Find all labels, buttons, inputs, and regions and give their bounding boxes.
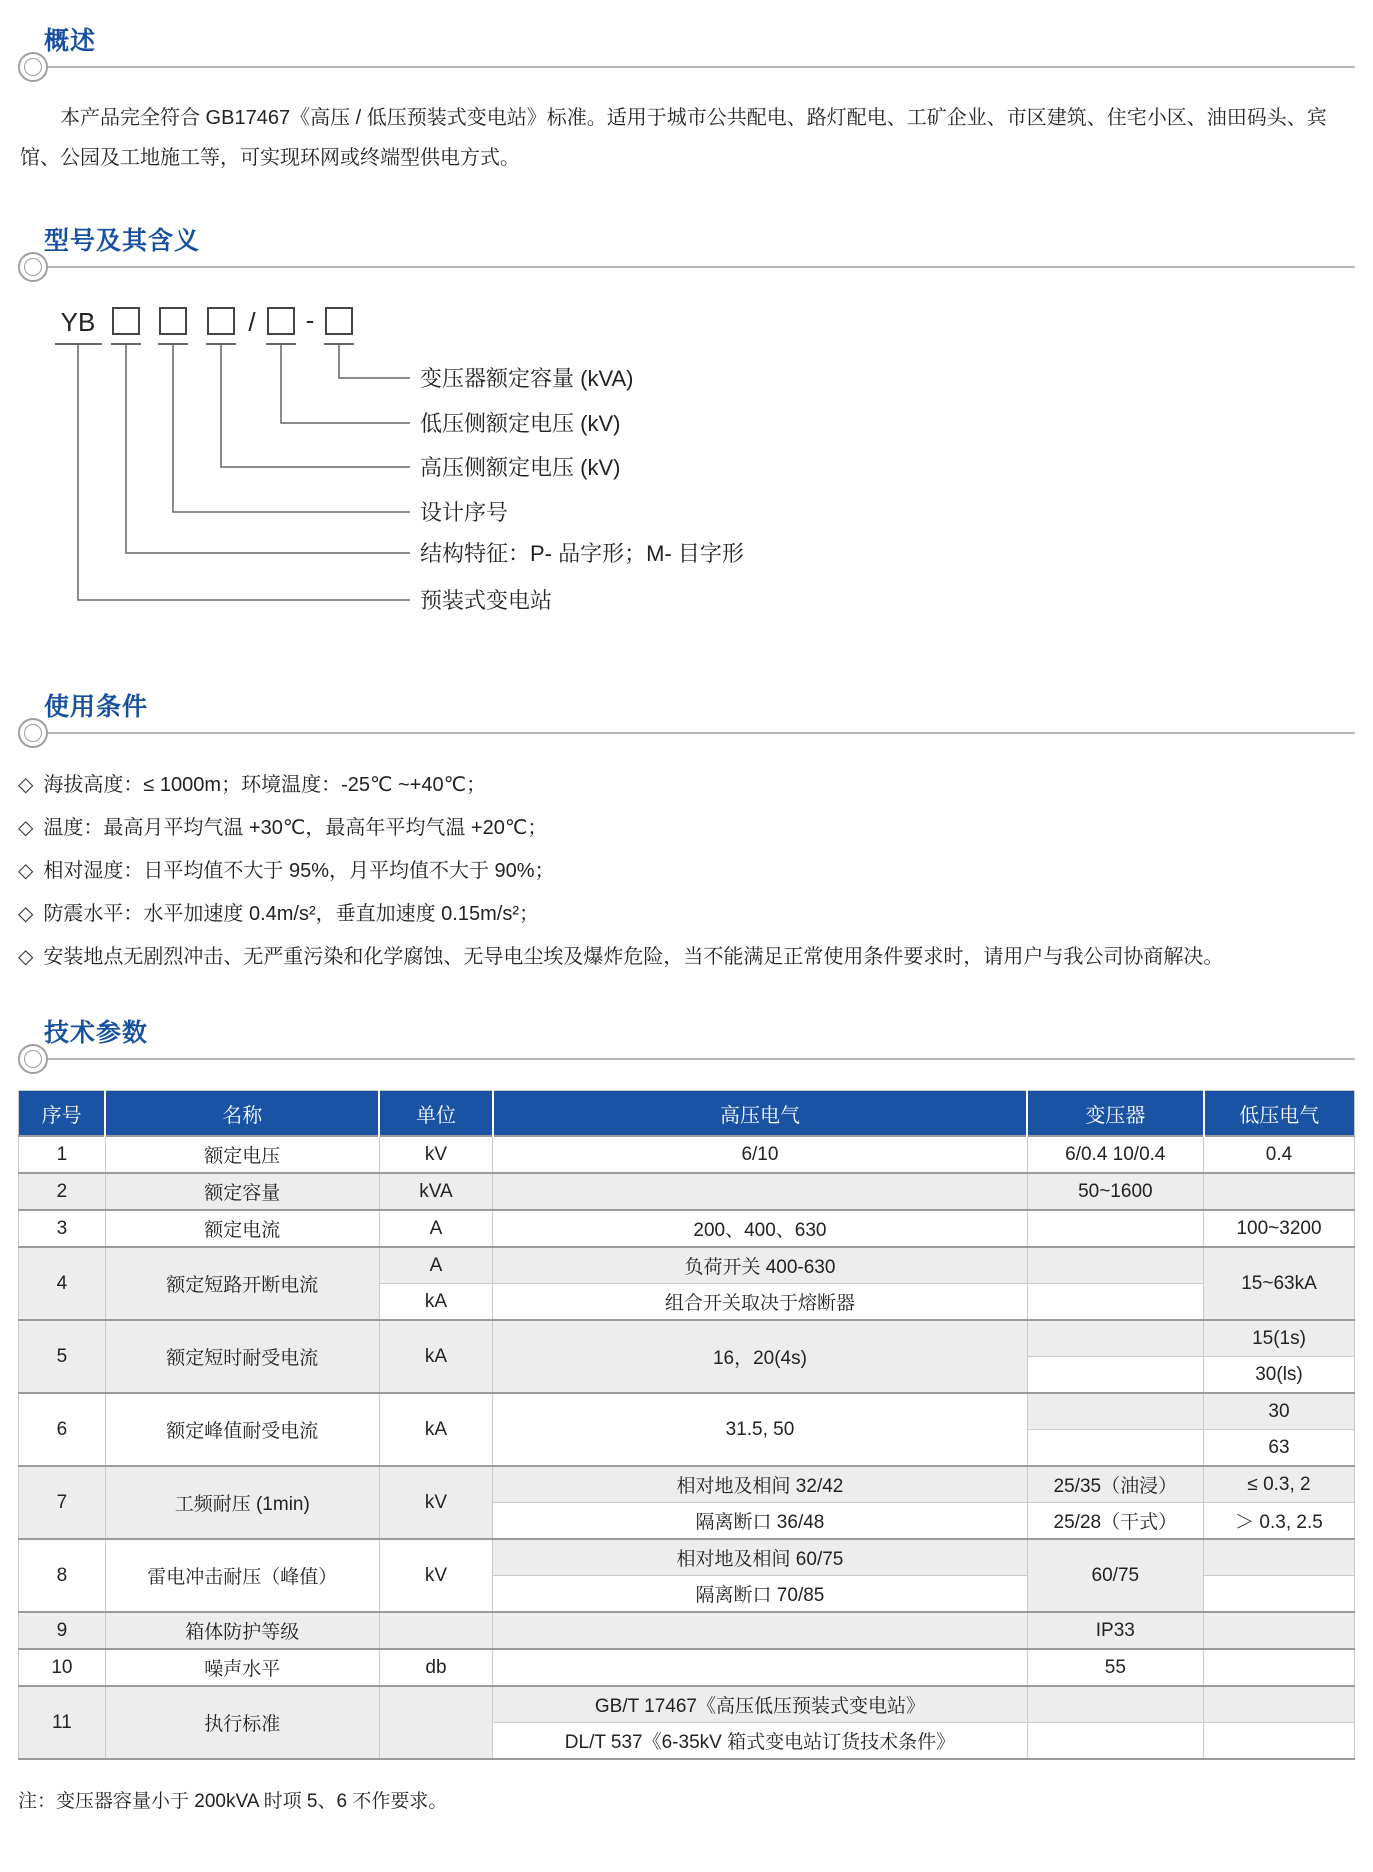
table-row [19, 1247, 1355, 1284]
model-label: 变压器额定容量 (kVA) [420, 366, 634, 391]
header-cell-name: 名称 [105, 1091, 379, 1137]
connector-line [221, 344, 410, 467]
diamond-bullet-icon: ◇ [18, 903, 34, 925]
table-header-row [19, 1091, 1355, 1137]
cell-hv: 16，20(4s) [493, 1320, 1027, 1393]
cell-hv [493, 1649, 1027, 1686]
model-slash-text: / [248, 307, 256, 337]
cell-hv: 组合开关取决于熔断器 [493, 1284, 1027, 1321]
cell-name: 雷电冲击耐压（峰值） [105, 1539, 379, 1612]
model-label: 预装式变电站 [420, 588, 553, 613]
section-parameters-head [18, 1018, 1355, 1076]
cell-name: 额定短路开断电流 [105, 1247, 379, 1320]
section-title-overview: 概述 [44, 27, 97, 55]
ring-ornament-icon [18, 718, 48, 748]
cell-lv: ≤ 0.3, 2 [1204, 1466, 1355, 1503]
model-label: 设计序号 [420, 500, 509, 525]
connector-line [126, 344, 410, 553]
cell-no: 11 [19, 1686, 106, 1759]
cell-hv: 31.5, 50 [493, 1393, 1027, 1466]
overview-paragraph: 本产品完全符合 GB17467《高压 / 低压预装式变电站》标准。适用于城市公共配电、路灯配电、工矿企业、市区建筑、住宅小区、油田码头、宾馆、公园及工地施工等，可实现环网或终端型供电方式。 [20, 107, 1327, 169]
header-cell-unit: 单位 [379, 1091, 493, 1137]
model-prefix-text: YB [60, 307, 96, 337]
model-labels [420, 366, 744, 613]
cell-tr: 25/35（油浸） [1027, 1466, 1203, 1503]
cell-lv [1204, 1649, 1355, 1686]
cell-unit: A [379, 1210, 493, 1247]
section-title-model: 型号及其含义 [44, 227, 201, 255]
cell-hv: GB/T 17467《高压低压预装式变电站》 [493, 1686, 1027, 1723]
cell-no: 4 [19, 1247, 106, 1320]
section-rule [18, 1042, 1355, 1076]
diamond-bullet-icon: ◇ [18, 860, 34, 882]
rule-line [48, 732, 1355, 734]
model-box [160, 308, 186, 334]
table-row [19, 1320, 1355, 1357]
diamond-bullet-icon: ◇ [18, 946, 34, 968]
condition-text: 海拔高度：≤ 1000m；环境温度：-25℃ ~+40℃； [43, 774, 487, 796]
diamond-bullet-icon: ◇ [18, 817, 34, 839]
section-model-head [18, 226, 1355, 284]
cell-unit: db [379, 1649, 493, 1686]
cell-lv [1204, 1723, 1355, 1760]
cell-hv: 隔离断口 70/85 [493, 1576, 1027, 1613]
condition-item [18, 899, 1355, 929]
cell-unit: A [379, 1247, 493, 1284]
cell-hv [493, 1612, 1027, 1649]
cell-hv [493, 1173, 1027, 1210]
cell-hv: DL/T 537《6-35kV 箱式变电站订货技术条件》 [493, 1723, 1027, 1760]
cell-lv: 30 [1204, 1393, 1355, 1430]
header-cell-tr: 变压器 [1027, 1091, 1203, 1137]
cell-tr [1027, 1393, 1203, 1430]
technical-parameters-table [18, 1090, 1355, 1760]
condition-item [18, 856, 1355, 886]
cell-tr [1027, 1723, 1203, 1760]
connector-line [173, 344, 410, 512]
cell-unit: kVA [379, 1173, 493, 1210]
cell-unit: kV [379, 1136, 493, 1173]
cell-lv: ＞ 0.3, 2.5 [1204, 1503, 1355, 1540]
cell-name: 执行标准 [105, 1686, 379, 1759]
connector-line [339, 344, 410, 378]
model-dash-text: - [305, 305, 315, 335]
model-box [208, 308, 234, 334]
cell-no: 10 [19, 1649, 106, 1686]
cell-hv: 相对地及相间 60/75 [493, 1539, 1027, 1576]
conditions-list [18, 770, 1355, 972]
cell-name: 箱体防护等级 [105, 1612, 379, 1649]
cell-tr [1027, 1320, 1203, 1357]
model-label: 低压侧额定电压 (kV) [420, 411, 621, 436]
section-rule [18, 50, 1355, 84]
cell-no: 2 [19, 1173, 106, 1210]
cell-tr [1027, 1357, 1203, 1394]
connector-line [281, 344, 410, 423]
cell-unit: kA [379, 1393, 493, 1466]
cell-lv: 15~63kA [1204, 1247, 1355, 1320]
table-row [19, 1210, 1355, 1247]
condition-text: 相对湿度：日平均值不大于 95%，月平均值不大于 90%； [43, 860, 555, 882]
cell-lv: 100~3200 [1204, 1210, 1355, 1247]
cell-lv [1204, 1612, 1355, 1649]
cell-no: 8 [19, 1539, 106, 1612]
condition-text: 安装地点无剧烈冲击、无严重污染和化学腐蚀、无导电尘埃及爆炸危险，当不能满足正常使用条件要求时，请用户与我公司协商解决。 [43, 946, 1224, 968]
cell-hv: 相对地及相间 32/42 [493, 1466, 1027, 1503]
table-row [19, 1173, 1355, 1210]
cell-name: 额定容量 [105, 1173, 379, 1210]
cell-tr [1027, 1284, 1203, 1321]
cell-lv [1204, 1686, 1355, 1723]
header-cell-hv: 高压电气 [493, 1091, 1027, 1137]
model-box [326, 308, 352, 334]
cell-lv: 30(ls) [1204, 1357, 1355, 1394]
cell-hv: 负荷开关 400-630 [493, 1247, 1027, 1284]
cell-name: 工频耐压 (1min) [105, 1466, 379, 1539]
cell-no: 7 [19, 1466, 106, 1539]
cell-lv: 0.4 [1204, 1136, 1355, 1173]
cell-tr: 60/75 [1027, 1539, 1203, 1612]
section-conditions-head [18, 692, 1355, 750]
cell-unit: kA [379, 1284, 493, 1321]
section-title-conditions: 使用条件 [44, 693, 149, 721]
cell-tr: 50~1600 [1027, 1173, 1203, 1210]
cell-no: 5 [19, 1320, 106, 1393]
model-box [268, 308, 294, 334]
cell-lv: 15(1s) [1204, 1320, 1355, 1357]
cell-tr: 6/0.4 10/0.4 [1027, 1136, 1203, 1173]
model-box [113, 308, 139, 334]
connector-lines [78, 344, 410, 600]
cell-unit: kV [379, 1466, 493, 1539]
cell-lv [1204, 1576, 1355, 1613]
cell-no: 9 [19, 1612, 106, 1649]
cell-unit [379, 1686, 493, 1759]
condition-item [18, 813, 1355, 843]
model-label: 高压侧额定电压 (kV) [420, 455, 621, 480]
cell-no: 6 [19, 1393, 106, 1466]
cell-tr: 55 [1027, 1649, 1203, 1686]
section-title-parameters: 技术参数 [44, 1019, 149, 1047]
table-row [19, 1393, 1355, 1430]
cell-hv: 200、400、630 [493, 1210, 1027, 1247]
cell-tr [1027, 1686, 1203, 1723]
condition-item [18, 770, 1355, 800]
cell-name: 额定电压 [105, 1136, 379, 1173]
header-cell-no: 序号 [19, 1091, 106, 1137]
ring-ornament-icon [18, 52, 48, 82]
rule-line [48, 66, 1355, 68]
model-boxes [113, 308, 352, 334]
table-row [19, 1466, 1355, 1503]
section-overview-head [18, 26, 1355, 84]
cell-lv [1204, 1173, 1355, 1210]
model-label: 结构特征：P- 品字形；M- 目字形 [420, 541, 744, 566]
cell-name: 额定电流 [105, 1210, 379, 1247]
condition-text: 温度：最高月平均气温 +30℃，最高年平均气温 +20℃； [43, 817, 548, 839]
table-row [19, 1612, 1355, 1649]
connector-line [78, 344, 410, 600]
cell-tr [1027, 1247, 1203, 1284]
condition-item [18, 942, 1355, 972]
table-note: 注：变压器容量小于 200kVA 时项 5、6 不作要求。 [18, 1791, 448, 1812]
cell-no: 3 [19, 1210, 106, 1247]
table-row [19, 1649, 1355, 1686]
model-designation-diagram [18, 300, 1355, 630]
table-row [19, 1539, 1355, 1576]
cell-unit: kA [379, 1320, 493, 1393]
cell-name: 额定峰值耐受电流 [105, 1393, 379, 1466]
cell-tr [1027, 1210, 1203, 1247]
section-rule [18, 250, 1355, 284]
cell-hv: 隔离断口 36/48 [493, 1503, 1027, 1540]
cell-lv [1204, 1539, 1355, 1576]
cell-no: 1 [19, 1136, 106, 1173]
ring-ornament-icon [18, 1044, 48, 1074]
cell-name: 噪声水平 [105, 1649, 379, 1686]
cell-tr: IP33 [1027, 1612, 1203, 1649]
table-row [19, 1686, 1355, 1723]
cell-tr: 25/28（干式） [1027, 1503, 1203, 1540]
rule-line [48, 266, 1355, 268]
section-rule [18, 716, 1355, 750]
cell-tr [1027, 1430, 1203, 1467]
cell-unit: kV [379, 1539, 493, 1612]
rule-line [48, 1058, 1355, 1060]
cell-unit [379, 1612, 493, 1649]
condition-text: 防震水平：水平加速度 0.4m/s²，垂直加速度 0.15m/s²； [43, 903, 539, 925]
cell-lv: 63 [1204, 1430, 1355, 1467]
cell-name: 额定短时耐受电流 [105, 1320, 379, 1393]
diamond-bullet-icon: ◇ [18, 774, 34, 796]
table-row [19, 1136, 1355, 1173]
cell-hv: 6/10 [493, 1136, 1027, 1173]
header-cell-lv: 低压电气 [1204, 1091, 1355, 1137]
ring-ornament-icon [18, 252, 48, 282]
